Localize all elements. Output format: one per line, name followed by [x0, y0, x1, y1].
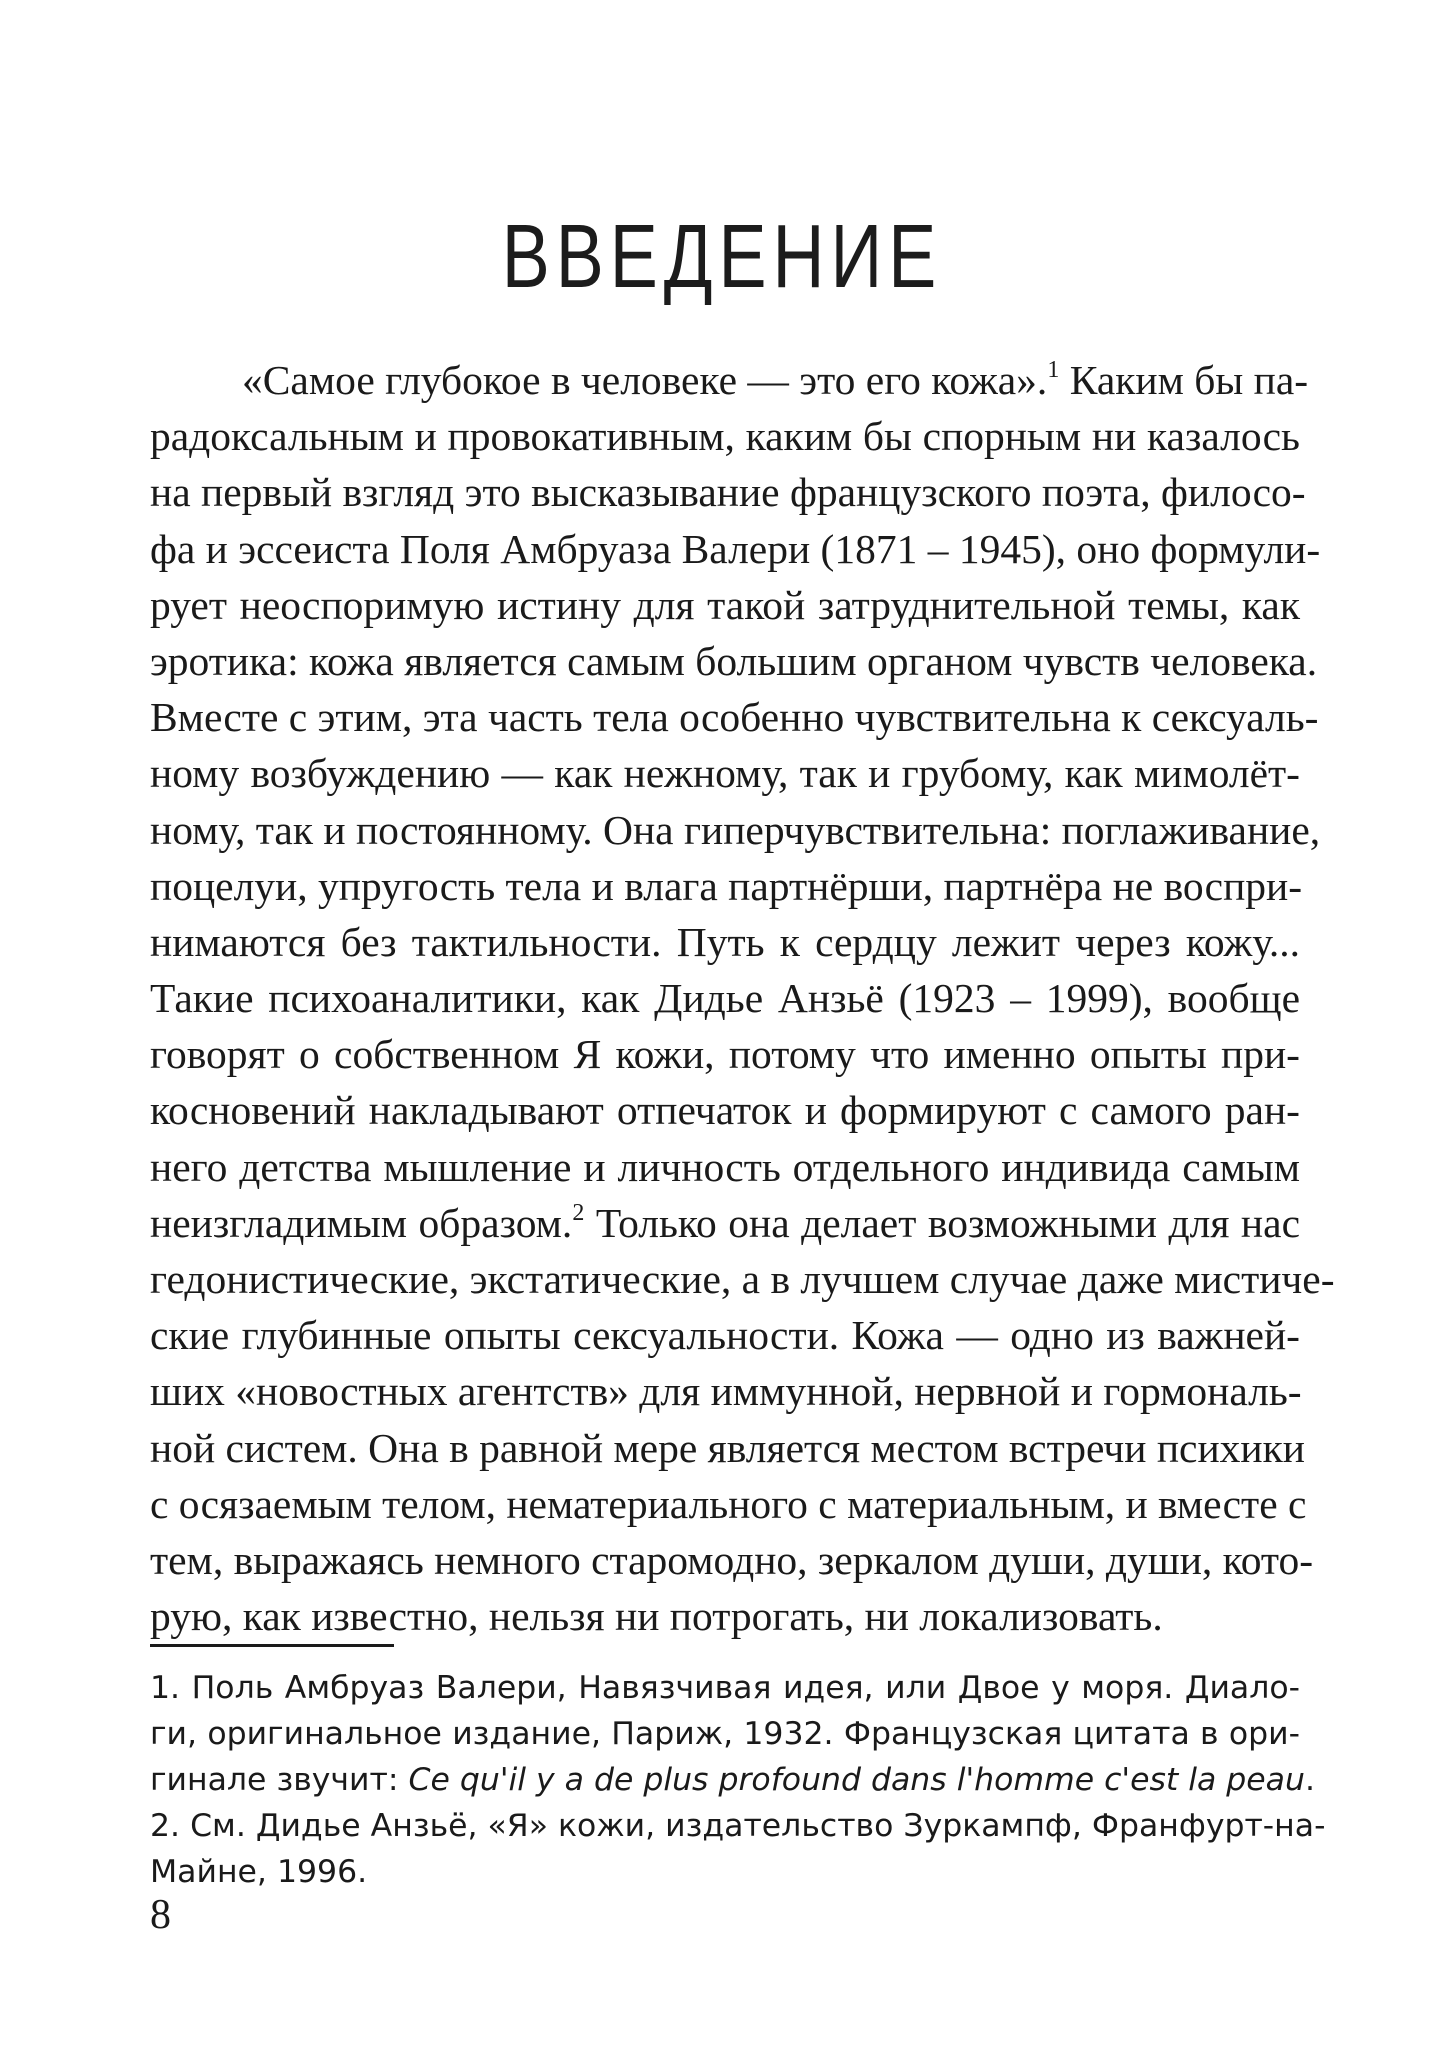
footnote-1-line: 1. Поль Амбруаз Валери, Навязчивая идея, или Двое у моря. Диало-: [150, 1670, 1300, 1706]
footnotes: [150, 1665, 1326, 1895]
body-line: ские глубинные опыты сексуальности. Кожа — одно из важней-: [150, 1312, 1300, 1359]
body-line: неизгладимым образом.$^2$ Только она делает возможными для нас: [150, 1199, 1300, 1246]
body-line: тем, выражаясь немного старомодно, зеркалом души, души, кото-: [150, 1536, 1314, 1583]
body-line: поцелуи, упругость тела и влага партнёрши, партнёра не воспри-: [150, 862, 1303, 909]
footnote-ref-2[interactable]: 2: [572, 1199, 585, 1226]
footnote-2-line: Майне, 1996.: [150, 1854, 368, 1890]
page-number: 8: [150, 1892, 171, 1938]
body-line: ной систем. Она в равной мере является местом встречи психики: [150, 1424, 1306, 1471]
body-line: радоксальным и провокативным, каким бы спорным ни казалось: [150, 413, 1300, 460]
body-line: Такие психоаналитики, как Дидье Анзьё (1923 – 1999), вообще: [150, 975, 1300, 1022]
body-line: рует неоспоримую истину для такой затруднительной темы, как: [150, 581, 1300, 628]
body-line: него детства мышление и личность отдельного индивида самым: [150, 1143, 1300, 1190]
chapter-title: ВВЕДЕНИЕ: [501, 206, 943, 307]
footnote-divider: [150, 1644, 394, 1647]
body-line: ному возбуждению — как нежному, так и грубому, как мимолёт-: [150, 750, 1300, 797]
body-line: говорят о собственном Я кожи, потому что именно опыты при-: [150, 1031, 1300, 1078]
body-line: Вместе с этим, эта часть тела особенно чувствительна к сексуаль-: [150, 694, 1319, 741]
body-text: [150, 352, 1335, 1644]
body-line: фа и эссеиста Поля Амбруаза Валери (1871 – 1945), оно формули-: [150, 525, 1321, 572]
body-line: косновений накладывают отпечаток и формируют с самого ран-: [150, 1087, 1300, 1134]
footnote-ref-1[interactable]: 1: [1047, 357, 1060, 383]
body-line: «Самое глубокое в человеке — это его кожа».$^1$ Каким бы па-: [242, 357, 1309, 403]
body-line: рую, как известно, нельзя ни потрогать, ни локализовать.: [150, 1593, 1163, 1640]
body-line: нимаются без тактильности. Путь к сердцу лежит через кожу...: [150, 918, 1300, 965]
footnote-1-line: гинале звучит: Ce qu'il y a de plus profound dans l'homme c'est la peau.: [150, 1762, 1315, 1798]
footnote-2-line: 2. См. Дидье Анзьё, «Я» кожи, издательство Зуркампф, Франфурт-на-: [150, 1808, 1326, 1844]
body-line: гедонистические, экстатические, а в лучшем случае даже мистиче-: [150, 1256, 1335, 1302]
body-line: ших «новостных агентств» для иммунной, нервной и гормональ-: [150, 1368, 1302, 1415]
body-line: с осязаемым телом, нематериального с материальным, и вместе с: [150, 1480, 1307, 1527]
body-line: на первый взгляд это высказывание французского поэта, филосо-: [150, 469, 1306, 516]
french-quote: Ce qu'il y a de plus profound dans l'homme c'est la peau: [408, 1762, 1305, 1798]
body-line: эротика: кожа является самым большим органом чувств человека.: [150, 637, 1318, 684]
footnote-1-line: ги, оригинальное издание, Париж, 1932. Французская цитата в ори-: [150, 1716, 1300, 1752]
body-line: ному, так и постоянному. Она гиперчувствительна: поглаживание,: [150, 806, 1321, 853]
